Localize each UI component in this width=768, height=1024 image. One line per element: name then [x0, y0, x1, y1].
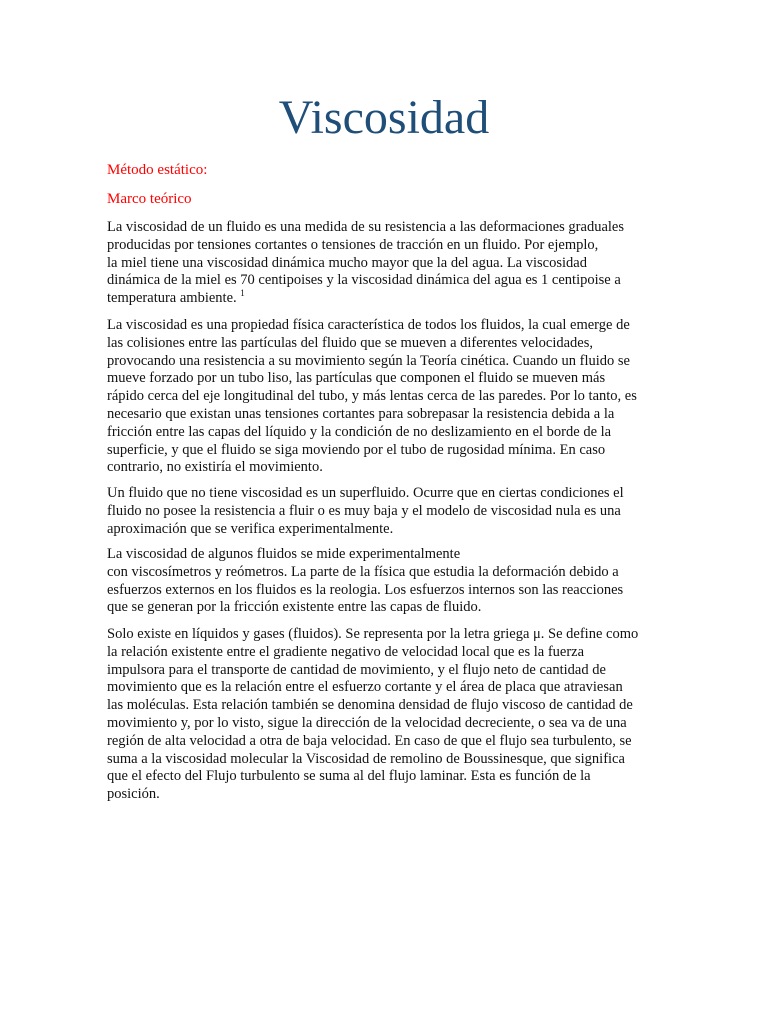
- paragraph-line: las colisiones entre las partículas del fluido que se mueven a diferentes velocidades,: [107, 334, 593, 351]
- paragraph-line: con viscosímetros y reómetros. La parte de la física que estudia la deformación debido a: [107, 563, 619, 580]
- paragraph-line: la relación existente entre el gradiente negativo de velocidad local que es la fuerza: [107, 643, 585, 660]
- paragraph-line: movimiento que es la relación entre el esfuerzo cortante y el área de placa que atraviesan: [107, 679, 623, 696]
- paragraph-line: dinámica de la miel es 70 centipoises y la viscosidad dinámica del agua es 1 centipoise a: [107, 272, 621, 289]
- footnote-marker[interactable]: 1: [240, 288, 245, 299]
- paragraph-measurement: [107, 546, 647, 617]
- paragraph-line: región de alta velocidad a otra de baja velocidad. En caso de que el flujo sea turbulento, se: [107, 732, 632, 749]
- paragraph-line: que el efecto del Flujo turbulento se suma al del flujo laminar. Esta es función de la: [107, 768, 591, 785]
- paragraph-line: esfuerzos externos en los fluidos es la reologia. Los esfuerzos internos son las reacciones: [107, 581, 624, 598]
- paragraph-line-text: temperatura ambiente.: [107, 290, 241, 307]
- paragraph-line: producidas por tensiones cortantes o tensiones de tracción en un fluido. Por ejemplo,: [107, 236, 599, 253]
- paragraph-line: impulsora para el transporte de cantidad de movimiento, y el flujo neto de cantidad de: [107, 661, 606, 678]
- paragraph-line: [107, 290, 647, 308]
- paragraph-line: aproximación que se verifica experimentalmente.: [107, 520, 394, 537]
- theory-heading: Marco teórico: [107, 191, 192, 207]
- paragraph-line: fluido no posee la resistencia a fluir o es muy baja y el modelo de viscosidad nula es una: [107, 502, 621, 519]
- paragraph-line: que se generan por la fricción existente entre las capas de fluido.: [107, 599, 482, 616]
- paragraph-line: posición.: [107, 786, 160, 803]
- paragraph-superfluid: [107, 485, 647, 538]
- paragraph-line: provocando una resistencia a su movimiento según la Teoría cinética. Cuando un fluido se: [107, 352, 630, 369]
- paragraph-line: Un fluido que no tiene viscosidad es un superfluido. Ocurre que en ciertas condiciones el: [107, 485, 624, 501]
- paragraph-line: movimiento y, por lo visto, sigue la dirección de la velocidad decreciente, o sea va de una: [107, 714, 627, 731]
- paragraph-line: las moléculas. Esta relación también se denomina densidad de flujo viscoso de cantidad de: [107, 697, 633, 714]
- page-title: Viscosidad: [278, 91, 490, 144]
- paragraph-line: mueve forzado por un tubo liso, las partículas que componen el fluido se mueven más: [107, 370, 606, 387]
- paragraph-line: La viscosidad de algunos fluidos se mide experimentalmente: [107, 546, 461, 562]
- paragraph-definition-mu: [107, 626, 647, 804]
- paragraph-line: Solo existe en líquidos y gases (fluidos). Se representa por la letra griega μ. Se define como: [107, 626, 639, 642]
- method-heading: Método estático:: [107, 162, 208, 178]
- paragraph-line: La viscosidad es una propiedad física característica de todos los fluidos, la cual emerge de: [107, 317, 630, 333]
- paragraph-line: rápido cerca del eje longitudinal del tubo, y más lentas cerca de las paredes. Por lo tanto, es: [107, 388, 637, 405]
- paragraph-line: necesario que existan unas tensiones cortantes para sobrepasar la resistencia debida a la: [107, 405, 615, 422]
- paragraph-line: la miel tiene una viscosidad dinámica mucho mayor que la del agua. La viscosidad: [107, 254, 587, 271]
- paragraph-line: superficie, y que el fluido se siga moviendo por el tubo de rugosidad mínima. En caso: [107, 441, 606, 458]
- paragraph-line: contrario, no existiría el movimiento.: [107, 459, 323, 476]
- paragraph-line: La viscosidad de un fluido es una medida de su resistencia a las deformaciones graduales: [107, 219, 624, 235]
- paragraph-definition: [107, 219, 647, 308]
- paragraph-physical-property: [107, 317, 647, 477]
- paragraph-line: fricción entre las capas del líquido y la condición de no deslizamiento en el borde de la: [107, 423, 612, 440]
- paragraph-line: suma a la viscosidad molecular la Viscosidad de remolino de Boussinesque, que significa: [107, 750, 625, 767]
